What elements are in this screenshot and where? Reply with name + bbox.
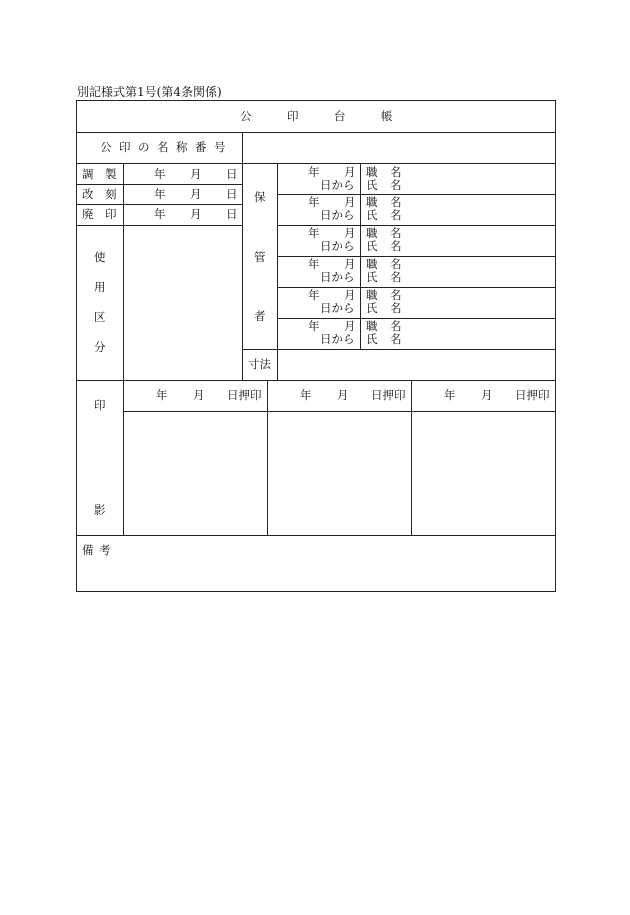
row-label-recarve: 改 [82, 187, 94, 201]
usage-label: 用 [94, 280, 106, 294]
impression-stamp-date: 日押印 [227, 388, 262, 402]
name-number-label: の [138, 140, 150, 154]
row-label-manufacture: 調 [82, 167, 94, 181]
row-label-manufacture: 製 [105, 167, 117, 181]
title-char: 印 [287, 109, 299, 123]
remarks-label: 備 [82, 543, 94, 557]
row-label-abolish: 印 [105, 207, 117, 221]
impression-stamp-date: 日押印 [371, 388, 406, 402]
date-month: 月 [190, 167, 202, 181]
name-number-label: 名 [157, 140, 169, 154]
custodian-label: 管 [254, 250, 266, 264]
date-year: 年 [154, 187, 166, 201]
name-number-label: 番 [195, 140, 207, 154]
date-day: 日 [226, 187, 238, 201]
date-year: 年 [154, 167, 166, 181]
date-day: 日 [226, 207, 238, 221]
impression-year: 年 [300, 388, 312, 402]
impression-month: 月 [193, 388, 205, 402]
title-char: 帳 [381, 109, 393, 123]
date-month: 月 [190, 187, 202, 201]
date-day: 日 [226, 167, 238, 181]
impression-year: 年 [156, 388, 168, 402]
dimension-label: 寸法 [248, 357, 271, 371]
date-month: 月 [190, 207, 202, 221]
impression-year: 年 [444, 388, 456, 402]
name-number-label: 号 [214, 140, 226, 154]
usage-label: 使 [94, 250, 106, 264]
impression-month: 月 [481, 388, 493, 402]
row-label-abolish: 廃 [82, 207, 94, 221]
usage-label: 区 [94, 310, 106, 324]
usage-label: 分 [94, 340, 106, 354]
title-char: 台 [334, 109, 346, 123]
form-caption: 別記様式第1号(第4条関係) [77, 85, 222, 99]
impression-month: 月 [337, 388, 349, 402]
custodian-label: 者 [254, 309, 266, 323]
border-top [76, 100, 556, 101]
border-left [76, 100, 77, 592]
custodian-label: 保 [254, 190, 266, 204]
seal-register-form: 公 印 台 帳 公 印 の 名 称 番 号 調 製 改 刻 廃 印 年 月 日 年 月 日 年 月 日 使 用 区 分 保 管 者 年 月 日から 職 名 氏 名 年 月 日から 職 名 氏 名 年 月 日から 職 名 氏 名 年 月 日から 職 名 氏 名 年 月 日から 職 名 氏 名 年 月 日から 職 名 氏 名 寸法 印 影 年 月 日押印 年 月 日押印 年 月 日押印 備 考 [76, 100, 556, 592]
border-right [555, 100, 556, 592]
row-label-recarve: 刻 [105, 187, 117, 201]
impression-stamp-date: 日押印 [515, 388, 550, 402]
border-bottom [76, 591, 556, 592]
name-number-label: 称 [176, 140, 188, 154]
remarks-label: 考 [99, 543, 111, 557]
name-number-label: 印 [119, 140, 131, 154]
date-year: 年 [154, 207, 166, 221]
name-number-label: 公 [100, 140, 112, 154]
impression-label: 影 [94, 503, 106, 517]
title-char: 公 [240, 109, 252, 123]
impression-label: 印 [94, 398, 106, 412]
